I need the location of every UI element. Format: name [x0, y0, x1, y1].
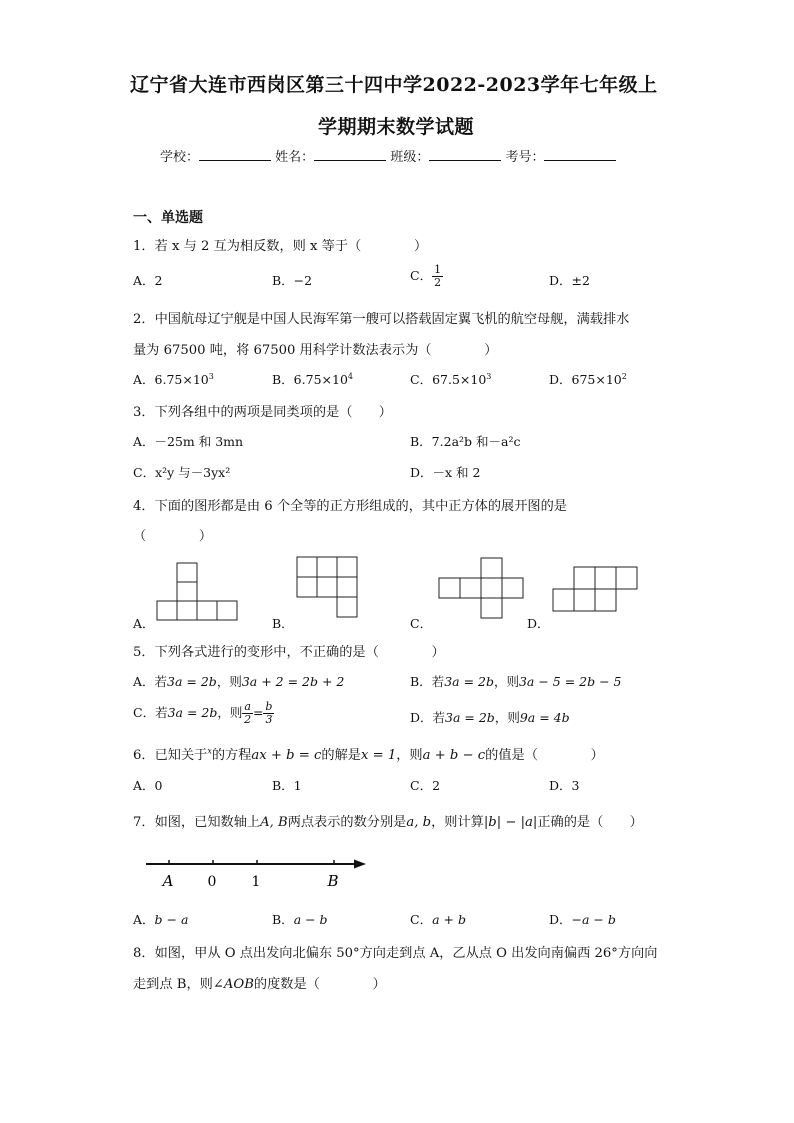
number-blank[interactable] — [544, 148, 616, 161]
q8-angle: ∠AOB — [212, 977, 254, 992]
school-label: 学校： — [160, 150, 200, 165]
q5-option-a[interactable] — [133, 672, 344, 690]
q2-b-base: B．6.75×10 — [272, 372, 348, 387]
q5-c-then: ，则 — [217, 705, 243, 720]
q1-option-d[interactable]: D．±2 — [549, 273, 590, 288]
q8-text-2: 的度数是（ ） — [253, 977, 386, 992]
fraction-numerator: 1 — [434, 263, 442, 276]
q1-option-c-prefix: C． — [410, 268, 433, 283]
q5-d-result: 9a = 4b — [519, 710, 570, 725]
q5-a-prefix: A．若 — [133, 674, 168, 689]
q4-option-a[interactable]: A． — [133, 616, 155, 631]
q4-net-d — [553, 567, 641, 613]
q2-b-exponent: 4 — [347, 371, 353, 381]
q4-net-b — [297, 557, 359, 619]
q2-option-a[interactable] — [133, 370, 214, 388]
q2-d-exponent: 2 — [621, 371, 627, 381]
number-line-arrow — [354, 860, 366, 869]
page-title-line2: 学期期末数学试题 — [318, 116, 475, 138]
q5-c-prefix: C．若 — [133, 705, 168, 720]
q2-stem-line1: 2．中国航母辽宁舰是中国人民海军第一艘可以搭载固定翼飞机的航空母舰，满载排水 — [133, 312, 630, 327]
q6-option-b[interactable]: B．1 — [272, 778, 302, 793]
q5-a-then: ，则 — [216, 674, 242, 689]
q2-stem-line2: 量为 67500 吨，将 67500 用科学计数法表示为（ ） — [133, 343, 498, 358]
q3-option-c[interactable]: C．x²y 与－3yx² — [133, 465, 231, 480]
q5-d-prefix: D．若 — [410, 710, 446, 725]
q5-c-condition: 3a = 2b — [167, 705, 218, 720]
q3-stem: 3．下列各组中的两项是同类项的是（ ） — [133, 405, 392, 420]
q7-text-1: 7．如图，已知数轴上 — [133, 815, 261, 830]
q5-c-equals: = — [252, 705, 264, 720]
q2-option-b[interactable] — [272, 370, 353, 388]
q5-b-then: ，则 — [493, 674, 519, 689]
q5-option-b[interactable] — [410, 672, 622, 690]
q6-solution: x = 1 — [360, 748, 397, 763]
q7-d-prefix: D． — [549, 912, 572, 927]
q7-a-prefix: A． — [133, 912, 155, 927]
q6-text-4: ，则 — [396, 748, 423, 763]
q6-text-3: 的解是 — [321, 748, 361, 763]
q7-stem — [133, 811, 643, 830]
q2-a-exponent: 3 — [208, 371, 214, 381]
q5-option-d[interactable] — [410, 708, 570, 726]
q6-expression: a + b − c — [422, 748, 486, 763]
q8-stem-line1: 8．如图，甲从 O 点出发向北偏东 50°方向走到点 A，乙从点 O 出发向南偏西 26°方向向 — [133, 946, 658, 961]
q7-b-expr: a − b — [293, 912, 328, 927]
q7-number-line — [144, 855, 374, 895]
q3-option-b[interactable]: B．7.2a²b 和－a²c — [410, 434, 521, 449]
q7-option-c[interactable] — [410, 910, 466, 928]
label-0: 0 — [207, 874, 217, 890]
label-1: 1 — [251, 874, 261, 890]
q7-c-prefix: C． — [410, 912, 433, 927]
q2-a-base: A．6.75×10 — [133, 372, 209, 387]
fraction-numerator: b — [265, 700, 273, 713]
q1-option-a[interactable]: A．2 — [133, 273, 163, 288]
q2-c-base: C．67.5×10 — [410, 372, 487, 387]
q5-b-result: 3a − 5 = 2b − 5 — [518, 674, 622, 689]
q8-stem-line2 — [133, 973, 386, 992]
q6-option-a[interactable]: A．0 — [133, 778, 163, 793]
q5-b-condition: 3a = 2b — [444, 674, 494, 689]
q7-expression: |b| − |a| — [483, 815, 538, 830]
q5-c-fraction-1 — [242, 701, 253, 726]
q5-d-condition: 3a = 2b — [445, 710, 495, 725]
q6-option-c[interactable]: C．2 — [410, 778, 441, 793]
q4-stem-line2: （ ） — [133, 529, 213, 544]
q1-stem: 1．若 x 与 2 互为相反数，则 x 等于（ ） — [133, 239, 428, 254]
q8-text-1: 走到点 B，则 — [133, 977, 213, 992]
q3-option-a[interactable]: A．－25m 和 3mn — [133, 434, 244, 449]
q1-option-b[interactable]: B．−2 — [272, 273, 313, 288]
q2-c-exponent: 3 — [486, 371, 492, 381]
q5-a-result: 3a + 2 = 2b + 2 — [241, 674, 345, 689]
q6-stem — [133, 744, 604, 763]
label-b: B — [327, 872, 339, 890]
q2-d-base: D．675×10 — [549, 372, 622, 387]
q7-d-expr: −a − b — [571, 912, 616, 927]
q6-text-1: 6．已知关于 — [133, 748, 208, 763]
number-label: 考号： — [505, 150, 545, 165]
student-info-line — [160, 146, 616, 165]
q7-text-2: 两点表示的数分别是 — [287, 815, 407, 830]
fraction-denominator: 2 — [244, 713, 252, 726]
q5-stem: 5．下列各式进行的变形中，不正确的是（ ） — [133, 645, 445, 660]
q1-option-c-fraction — [432, 264, 443, 289]
q7-b-prefix: B． — [272, 912, 294, 927]
label-a: A — [162, 872, 174, 890]
class-label: 班级： — [390, 150, 430, 165]
q5-a-condition: 3a = 2b — [167, 674, 217, 689]
q7-text-4: 正确的是（ ） — [537, 815, 643, 830]
q7-text-3: ，则计算 — [431, 815, 484, 830]
q4-option-c[interactable]: C． — [410, 616, 433, 631]
q4-stem-line1: 4．下面的图形都是由 6 个全等的正方形组成的，其中正方体的展开图的是 — [133, 499, 567, 514]
q7-option-a[interactable] — [133, 910, 188, 928]
q4-net-a — [157, 563, 239, 623]
q6-text-5: 的值是（ ） — [485, 748, 604, 763]
page-title-line1: 辽宁省大连市西岗区第三十四中学2022-2023学年七年级上 — [130, 74, 658, 96]
q7-option-d[interactable] — [549, 910, 616, 928]
q6-text-2: 的方程 — [211, 748, 252, 763]
q4-option-d[interactable]: D． — [527, 616, 550, 631]
q7-option-b[interactable] — [272, 910, 328, 928]
fraction-numerator: a — [244, 700, 251, 713]
q4-net-c — [439, 558, 523, 622]
q3-option-d[interactable]: D．－x 和 2 — [410, 465, 481, 480]
fraction-denominator: 2 — [434, 276, 442, 289]
q7-c-expr: a + b — [432, 912, 466, 927]
name-blank[interactable] — [314, 148, 386, 161]
fraction-denominator: 3 — [265, 713, 273, 726]
q1-option-c[interactable] — [410, 264, 443, 289]
q7-a-expr: b − a — [154, 912, 189, 927]
q5-d-then: ，则 — [494, 710, 520, 725]
q2-option-c[interactable] — [410, 370, 491, 388]
class-blank[interactable] — [429, 148, 501, 161]
name-label: 姓名： — [275, 150, 315, 165]
q2-option-d[interactable] — [549, 370, 627, 388]
q5-b-prefix: B．若 — [410, 674, 445, 689]
q5-c-fraction-2 — [263, 701, 274, 726]
section-heading: 一、单选题 — [133, 210, 203, 226]
q7-points: A, B — [260, 815, 288, 830]
q4-option-b[interactable]: B． — [272, 616, 294, 631]
q6-equation: ax + b = c — [251, 748, 322, 763]
school-blank[interactable] — [199, 148, 271, 161]
q7-values: a, b — [406, 815, 432, 830]
q6-variable: x — [207, 746, 212, 756]
q6-option-d[interactable]: D．3 — [549, 778, 580, 793]
q5-option-c[interactable] — [133, 701, 274, 726]
